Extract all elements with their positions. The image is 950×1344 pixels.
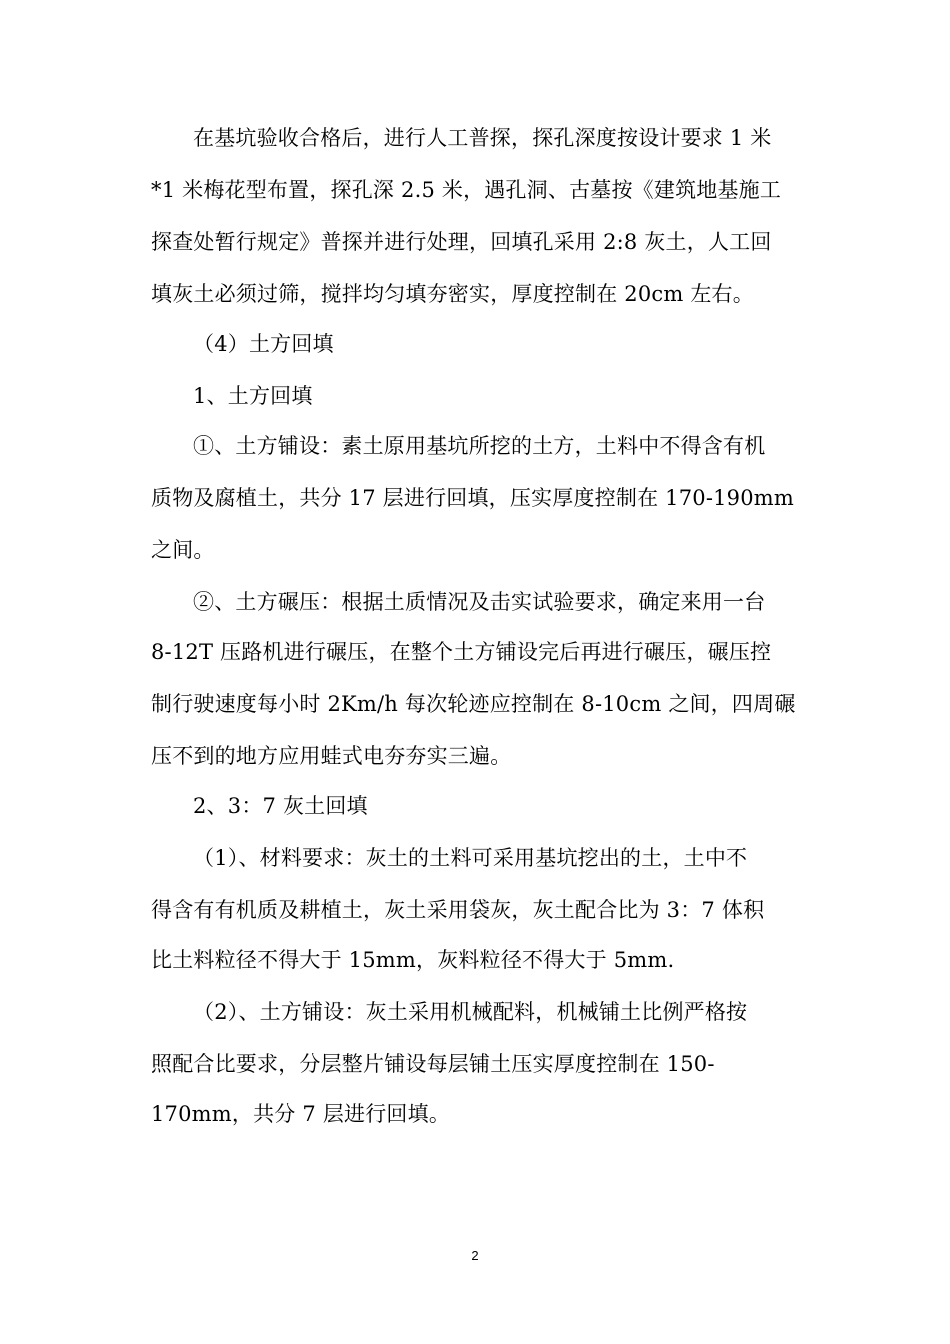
paragraph-1-line-3: 探查处暂行规定》普探并进行处理，回填孔采用 2:8 灰土，人工回	[151, 230, 772, 254]
paragraph-1-line-4: 填灰土必须过筛，搅拌均匀填夯密实，厚度控制在 20cm 左右。	[151, 282, 754, 306]
paragraph-7-line-3: 170mm，共分 7 层进行回填。	[151, 1102, 451, 1126]
paragraph-7-line-2: 照配合比要求，分层整片铺设每层铺土压实厚度控制在 150-	[151, 1052, 715, 1076]
paragraph-4-line-1: ②、土方碾压：根据土质情况及击实试验要求，确定来用一台	[193, 590, 766, 614]
paragraph-4-line-3: 制行驶速度每小时 2Km/h 每次轮迹应控制在 8-10cm 之间，四周碾	[151, 692, 796, 716]
paragraph-3-line-3: 之间。	[151, 538, 215, 562]
paragraph-6-line-2: 得含有有机质及耕植土，灰土采用袋灰，灰土配合比为 3：7 体积	[151, 898, 765, 922]
subsection-heading-2: 2、3：7 灰土回填	[193, 794, 368, 818]
paragraph-6-line-3: 比土料粒径不得大于 15mm，灰料粒径不得大于 5mm.	[151, 948, 675, 972]
paragraph-3-line-1: ①、土方铺设：素土原用基坑所挖的土方，土料中不得含有机	[193, 434, 766, 458]
paragraph-4-line-4: 压不到的地方应用蛙式电夯夯实三遍。	[151, 744, 512, 768]
paragraph-1-line-1: 在基坑验收合格后，进行人工普探，探孔深度按设计要求 1 米	[193, 126, 772, 150]
paragraph-3-line-2: 质物及腐植土，共分 17 层进行回填，压实厚度控制在 170-190mm	[151, 486, 795, 510]
paragraph-7-line-1: （2）、土方铺设：灰土采用机械配料，机械铺土比例严格按	[193, 1000, 748, 1024]
paragraph-1-line-2: *1 米梅花型布置，探孔深 2.5 米，遇孔洞、古墓按《建筑地基施工	[151, 178, 782, 202]
paragraph-4-line-2: 8-12T 压路机进行碾压，在整个土方铺设完后再进行碾压，碾压控	[151, 640, 772, 664]
page-number: 2	[471, 1248, 479, 1263]
subsection-heading-1: 1、土方回填	[193, 384, 313, 408]
paragraph-6-line-1: （1）、材料要求：灰土的土料可采用基坑挖出的土，土中不	[193, 846, 748, 870]
section-heading-4: （4）土方回填	[193, 332, 334, 356]
